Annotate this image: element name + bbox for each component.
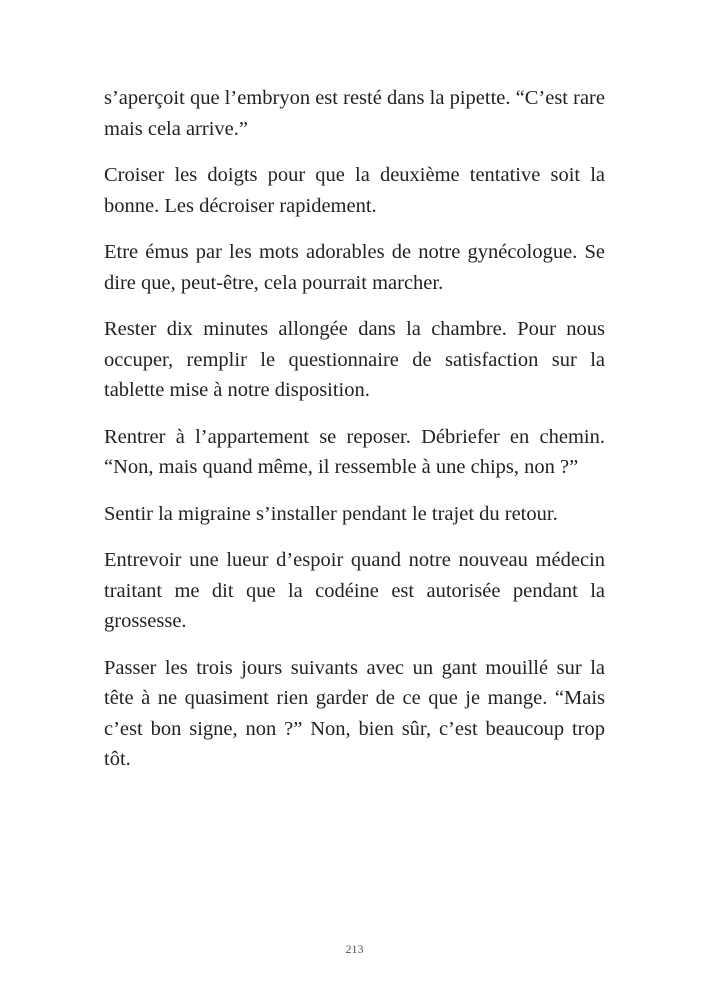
paragraph: Sentir la migraine s’installer pendant le trajet du retour. [104, 502, 558, 525]
page-number: 213 [345, 942, 364, 956]
paragraph: Passer les trois jours suivants avec un gant mouillé sur la tête à ne quasiment rien garder de ce que je mange. “Mais c’est bon signe, non ?” Non, bien sûr, c’est beaucoup trop tôt. [104, 656, 605, 770]
paragraph: s’aperçoit que l’embryon est resté dans la pipette. “C’est rare mais cela arrive.” [104, 87, 605, 140]
paragraph: Entrevoir une lueur d’espoir quand notre nouveau médecin traitant me dit que la codéine est autorisée pendant la grossesse. [104, 549, 605, 632]
paragraph: Rentrer à l’appartement se reposer. Débriefer en chemin. “Non, mais quand même, il ressemble à une chips, non ?” [104, 425, 605, 478]
body-text [104, 83, 605, 791]
paragraph: Croiser les doigts pour que la deuxième tentative soit la bonne. Les décroiser rapidement. [104, 164, 605, 217]
paragraph: Etre émus par les mots adorables de notre gynécologue. Se dire que, peut-être, cela pourrait marcher. [104, 241, 605, 294]
paragraph: Rester dix minutes allongée dans la chambre. Pour nous occuper, remplir le questionnaire de satisfaction sur la tablette mise à notre disposition. [104, 318, 605, 401]
